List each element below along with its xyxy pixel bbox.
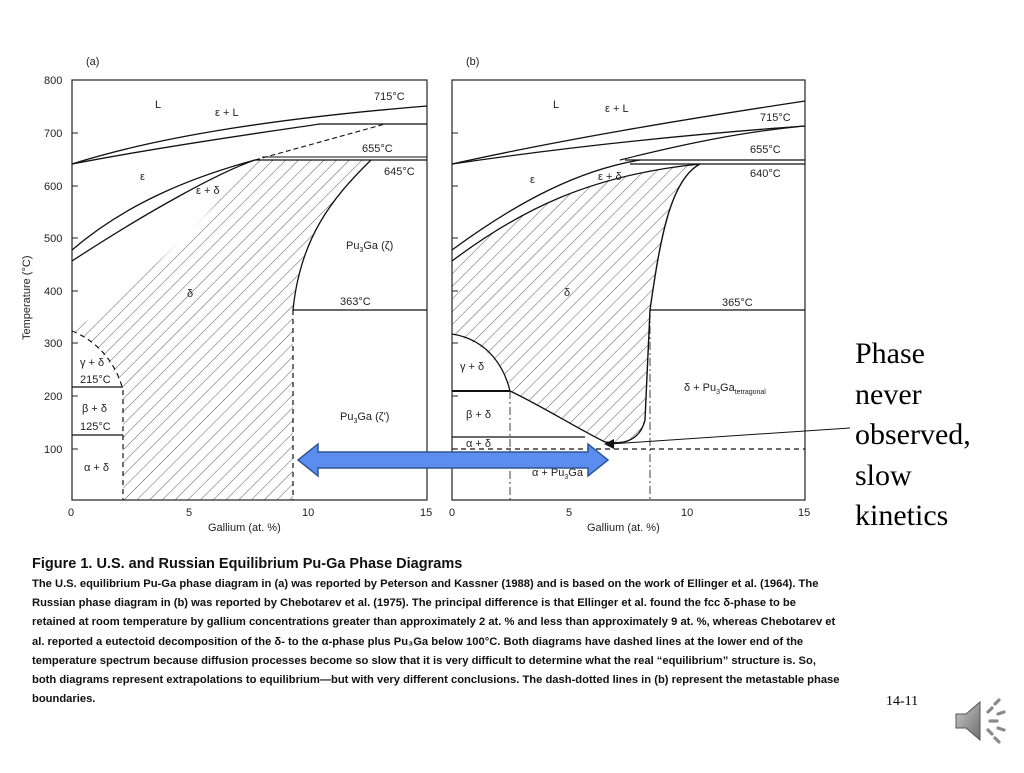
y-tick-label: 500 xyxy=(44,233,63,245)
annotation-line: slow xyxy=(855,458,912,492)
y-tick-label: 400 xyxy=(44,286,63,298)
label-gamma-delta-b: γ + δ xyxy=(460,361,485,373)
label-715-a: 715°C xyxy=(374,91,405,103)
label-363-a: 363°C xyxy=(340,296,371,308)
x-axis-label-b: Gallium (at. %) xyxy=(587,522,660,534)
label-L-b: L xyxy=(553,99,560,111)
label-gamma-delta-a: γ + δ xyxy=(80,357,105,369)
label-alpha-delta-b: α + δ xyxy=(466,438,492,450)
label-eps-delta-b: ε + δ xyxy=(598,171,622,183)
label-delta-b: δ xyxy=(564,287,571,299)
delta-region-a xyxy=(72,160,371,500)
x-tick-label: 5 xyxy=(186,507,193,519)
y-tick-label: 800 xyxy=(44,75,63,87)
panel-a-label: (a) xyxy=(86,56,100,68)
label-eps-L-a: ε + L xyxy=(215,107,239,119)
label-645-a: 645°C xyxy=(384,166,415,178)
y-tick-label: 600 xyxy=(44,181,63,193)
annotation-note xyxy=(855,334,1015,537)
label-alpha-delta-a: α + δ xyxy=(84,462,110,474)
label-delta-pu3ga-b: $\delta + Pu_3Ga_{tetragonal}$ xyxy=(684,382,766,396)
caption-body: The U.S. equilibrium Pu-Ga phase diagram in (a) was reported by Peterson and Kassner (1988) and is based on the work of Ellinger et al. (1964). The Russian phase diagram in (b) was reported by Chebotarev et al. (1975). The principal difference is that Ellinger et al. found the fcc δ-phase to be retained at room temperature by gallium concentrations greater than approximately 2 at. % and less than approximately 9 at. %, whereas Chebotarev et al. reported a eutectoid decomposition of the δ- to the α-phase plus Pu₃Ga below 100°C. Both diagrams have dashed lines at the lower end of the temperature spectrum because diffusion processes become so slow that it is very difficult to determine what the real “equilibrium” structure is. So, both diagrams represent extrapolations to equilibrium—but with very different conclusions. The dash-dotted lines in (b) represent the metastable phase boundaries. xyxy=(32,578,840,706)
y-axis-label: Temperature (°C) xyxy=(21,255,33,340)
label-delta-a: δ xyxy=(187,288,194,300)
x-tick-label: 10 xyxy=(302,507,315,519)
x-tick-label: 15 xyxy=(798,507,811,519)
label-215-a: 215°C xyxy=(80,374,111,386)
panel-b-label: (b) xyxy=(466,56,480,68)
label-L-a: L xyxy=(155,99,162,111)
x-tick-label: 0 xyxy=(449,507,456,519)
label-640-b: 640°C xyxy=(750,168,781,180)
speaker-icon[interactable] xyxy=(952,694,1008,748)
annotation-line: Phase xyxy=(855,337,925,370)
y-tick-label: 100 xyxy=(44,444,63,456)
x-tick-label: 5 xyxy=(566,507,573,519)
label-pu3ga-zeta-a: $Pu_3Ga$ (ζ) xyxy=(346,240,394,254)
label-125-a: 125°C xyxy=(80,421,111,433)
label-655-b: 655°C xyxy=(750,144,781,156)
annotation-line: never xyxy=(855,377,922,411)
label-beta-delta-b: β + δ xyxy=(466,409,491,421)
callout-line xyxy=(610,428,850,444)
label-715-b: 715°C xyxy=(760,112,791,124)
caption-title: Figure 1. U.S. and Russian Equilibrium Pu-Ga Phase Diagrams xyxy=(32,556,463,572)
slide-number: 14-11 xyxy=(886,694,919,709)
label-655-a: 655°C xyxy=(362,143,393,155)
label-eps-delta-a: ε + δ xyxy=(196,185,220,197)
label-365-b: 365°C xyxy=(722,297,753,309)
x-tick-label: 15 xyxy=(420,507,433,519)
y-tick-label: 700 xyxy=(44,128,63,140)
x-tick-label: 10 xyxy=(681,507,694,519)
figure-caption xyxy=(32,556,842,709)
annotation-line: observed, xyxy=(855,418,971,451)
delta-region-b xyxy=(452,164,700,443)
label-eps-b: ε xyxy=(530,174,535,186)
x-axis-label-a: Gallium (at. %) xyxy=(208,522,281,534)
y-tick-label: 300 xyxy=(44,338,63,350)
label-beta-delta-a: β + δ xyxy=(82,403,107,415)
annotation-line: kinetics xyxy=(855,499,949,532)
label-alpha-pu3ga-b: $\alpha + Pu_3Ga$ xyxy=(532,467,583,481)
x-tick-label: 0 xyxy=(68,507,75,519)
y-tick-label: 200 xyxy=(44,391,63,403)
label-pu3ga-zetap-a: $Pu_3Ga$ (ζ') xyxy=(340,411,390,425)
label-eps-L-b: ε + L xyxy=(605,103,629,115)
label-eps-a: ε xyxy=(140,171,145,183)
